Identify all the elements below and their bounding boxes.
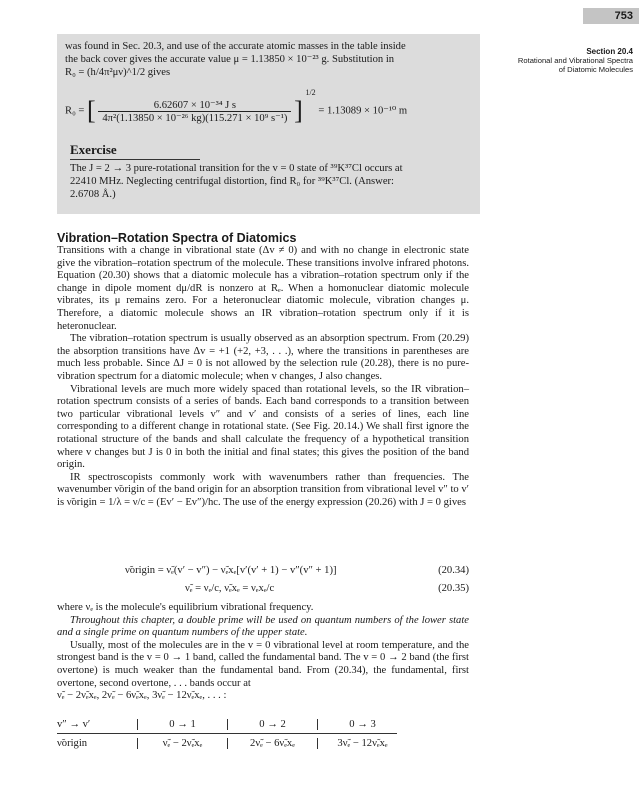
box-text-line: R₀ = (h/4π²μν)^1/2 gives — [65, 67, 171, 78]
exercise-line: 2.6708 Å.) — [70, 189, 116, 200]
bracket-left: [ — [87, 96, 96, 125]
table-cell: v″ → v′ — [57, 719, 91, 730]
equation-fraction — [98, 99, 291, 124]
equation-r0 — [65, 87, 408, 126]
table-cell: 0 → 2 — [227, 719, 317, 730]
paragraph: Vibrational levels are much more widely spaced than rotational levels, so the IR vibration–rotation spectrum consists of a series of bands. Each band corresponds to a transition between two particular vibrational levels v″ and v′ and consists of a series of lines, each line corresponding to a different change in rotational state. (See Fig. 20.14.) We shall first ignore the rotational structure of the bands and shall calculate the frequency of a hypothetical transition where v changes but J is 0 in both the initial and final states; this gives the position of the band origin. — [57, 383, 469, 471]
exercise-line: 22410 MHz. Neglecting centrifugal distortion, find R₀ for ³⁹K³⁷Cl. (Answer: — [70, 176, 395, 187]
equation-20-34: ν̃origin = ν̃ₑ(v′ − v″) − ν̃ₑxₑ[v′(v′ + 1) − v″(v″ + 1)] — [125, 565, 337, 576]
bracket-right: ] — [294, 96, 303, 125]
exercise-line: The J = 2 → 3 pure-rotational transition for the v = 0 state of ³⁹K³⁷Cl occurs at — [70, 163, 403, 174]
equation-exponent: 1/2 — [305, 87, 316, 97]
equation-denominator: 4π²(1.13850 × 10⁻²⁶ kg)(115.271 × 10⁹ s⁻¹) — [102, 112, 288, 124]
overtone-table — [57, 719, 407, 749]
exercise-rule — [70, 159, 200, 160]
equation-20-35: ν̃ₑ = νₑ/c, ν̃ₑxₑ = νₑxₑ/c — [185, 583, 275, 594]
equation-rhs: = 1.13089 × 10⁻¹⁰ m — [318, 105, 408, 117]
paragraph: Usually, most of the molecules are in the v = 0 vibrational level at room temperature, and the strongest band is the v = 0 → 1 band, called the fundamental band. The v = 0 → 2 band (the first overtone) is much weaker than the fundamental band. From (20.34), the fundamental, first overtone, second overtone, . . . bands occur at — [57, 639, 469, 689]
equation-numerator: 6.62607 × 10⁻³⁴ J s — [98, 99, 291, 112]
box-text-line: the back cover gives the accurate value μ = 1.13850 × 10⁻²³ g. Substitution in — [65, 54, 395, 65]
table-cell: 0 → 3 — [317, 719, 407, 730]
table-cell: 2ν̃ₑ − 6ν̃ₑxₑ — [227, 738, 317, 749]
paragraph: The vibration–rotation spectrum is usually observed as an absorption spectrum. From (20.29) the absorption transitions have Δv = +1 (+2, +3, . . .), where the transitions in parentheses are much less probable. Since ΔJ = 0 is not allowed by the selection rule (20.28), there is no pure-vibration spectrum for a diatomic molecule; when v changes, J also changes. — [57, 333, 469, 382]
table-divider — [57, 733, 397, 734]
paragraph: Throughout this chapter, a double prime will be used on quantum numbers of the lower state and a single prime on quantum numbers of the upper state. — [57, 614, 469, 639]
equation-number: (20.35) — [438, 583, 469, 594]
body-text-lower — [57, 602, 469, 703]
table-row — [57, 719, 407, 730]
equation-lhs: R₀ = — [65, 105, 85, 117]
section-title-line2: of Diatomic Molecules — [558, 65, 633, 74]
table-cell: ν̃origin — [57, 738, 88, 749]
paragraph: IR spectroscopists commonly work with wavenumbers rather than frequencies. The wavenumber ν̃origin of the band origin for an absorption transition from vibrational level v″ to v′ is ν̃origin = 1/λ = ν/c = (Ev′ − Ev″)/hc. The use of the energy expression (20.26) with J = 0 gives — [57, 471, 469, 508]
table-cell: 3ν̃ₑ − 12ν̃ₑxₑ — [317, 738, 407, 749]
exercise-title: Exercise — [70, 142, 117, 157]
table-cell: ν̃ₑ − 2ν̃ₑxₑ — [137, 738, 227, 749]
paragraph: where νₑ is the molecule's equilibrium vibrational frequency. — [57, 602, 314, 613]
section-heading: Vibration–Rotation Spectra of Diatomics — [57, 231, 297, 245]
equation-number: (20.34) — [438, 565, 469, 576]
section-number: Section 20.4 — [586, 47, 633, 56]
box-text-line: was found in Sec. 20.3, and use of the accurate atomic masses in the table inside — [65, 41, 406, 52]
section-title-line1: Rotational and Vibrational Spectra — [517, 56, 633, 65]
paragraph: ν̃ₑ − 2ν̃ₑxₑ, 2ν̃ₑ − 6ν̃ₑxₑ, 3ν̃ₑ − 12ν̃ₑxₑ, . . . : — [57, 690, 227, 702]
table-cell: 0 → 1 — [137, 719, 227, 730]
section-header — [493, 47, 633, 74]
body-text — [57, 245, 469, 509]
table-row — [57, 738, 407, 749]
paragraph: Transitions with a change in vibrational state (Δv ≠ 0) and with no change in electronic state give the vibration–rotation spectrum of the molecule. These transitions involve infrared photons. Equation (20.30) shows that a diatomic molecule has a vibration–rotation spectrum only if the change in dipole moment dμ/dR is nonzero at Rₑ. When a homonuclear diatomic molecule vibrates, its μ remains zero. For a heteronuclear diatomic molecule, vibration changes μ. Therefore, a diatomic molecule shows an IR vibration–rotation spectrum only if it is heteronuclear. — [57, 245, 469, 332]
page-number: 753 — [583, 8, 639, 24]
